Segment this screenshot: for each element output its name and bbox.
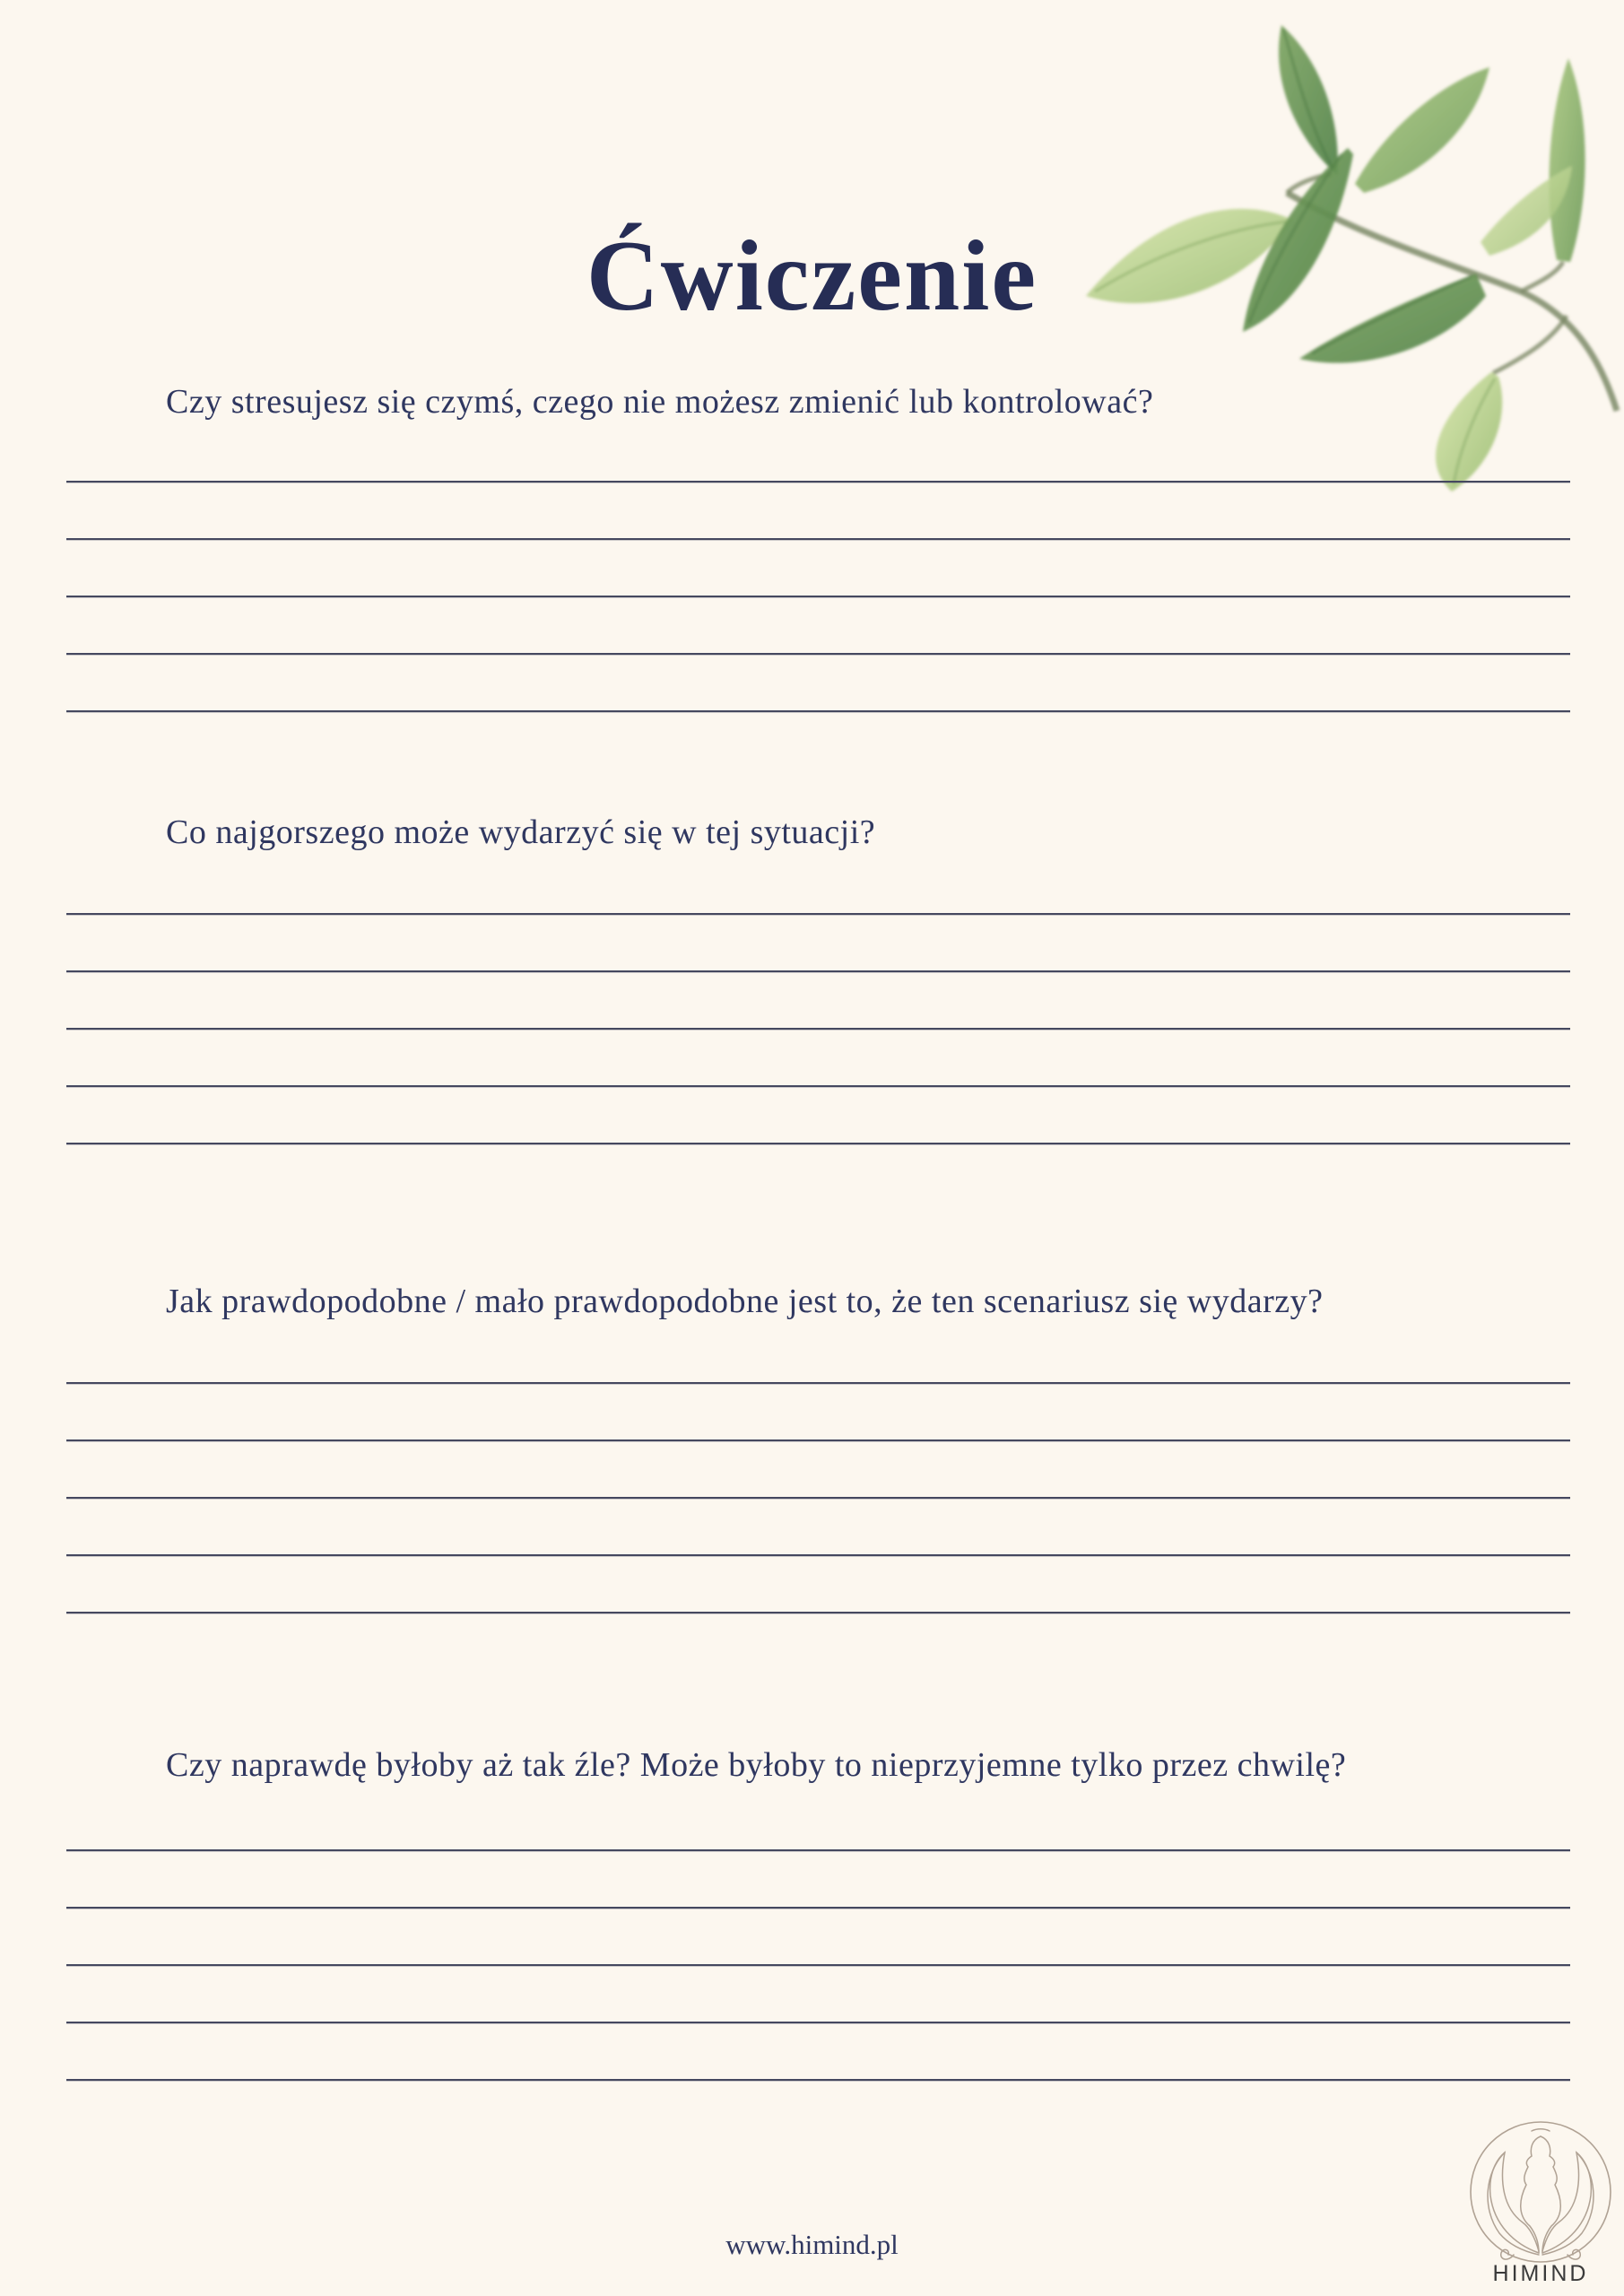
question-2-label: Co najgorszego może wydarzyć się w tej sytuacji? xyxy=(166,813,876,851)
answer-lines-question-1 xyxy=(66,481,1570,768)
answer-rule-line xyxy=(66,653,1570,655)
brand-name: HIMIND xyxy=(1492,2261,1589,2286)
answer-rule-line xyxy=(66,970,1570,972)
question-3-label: Jak prawdopodobne / mało prawdopodobne jest to, że ten scenariusz się wydarzy? xyxy=(166,1283,1324,1320)
answer-lines-question-3 xyxy=(66,1382,1570,1669)
answer-rule-line xyxy=(66,2022,1570,2023)
question-4-label: Czy naprawdę byłoby aż tak źle? Może byłoby to nieprzyjemne tylko przez chwilę? xyxy=(166,1746,1347,1784)
answer-rule-line xyxy=(66,538,1570,540)
answer-rule-line xyxy=(66,1612,1570,1613)
answer-rule-line xyxy=(66,1554,1570,1556)
answer-rule-line xyxy=(66,710,1570,712)
question-1-label: Czy stresujesz się czymś, czego nie możesz zmienić lub kontrolować? xyxy=(166,383,1154,421)
answer-rule-line xyxy=(66,1085,1570,1087)
answer-rule-line xyxy=(66,1439,1570,1441)
answer-rule-line xyxy=(66,913,1570,915)
answer-rule-line xyxy=(66,1907,1570,1909)
answer-rule-line xyxy=(66,1497,1570,1499)
answer-rule-line xyxy=(66,1028,1570,1030)
answer-rule-line xyxy=(66,596,1570,597)
answer-lines-question-4 xyxy=(66,1849,1570,2136)
answer-rule-line xyxy=(66,481,1570,483)
answer-lines-question-2 xyxy=(66,913,1570,1200)
answer-rule-line xyxy=(66,1849,1570,1851)
footer-website-url: www.himind.pl xyxy=(725,2229,899,2260)
answer-rule-line xyxy=(66,1964,1570,1966)
page-title: Ćwiczenie xyxy=(586,221,1038,333)
answer-rule-line xyxy=(66,1382,1570,1384)
answer-rule-line xyxy=(66,1143,1570,1144)
answer-rule-line xyxy=(66,2079,1570,2081)
